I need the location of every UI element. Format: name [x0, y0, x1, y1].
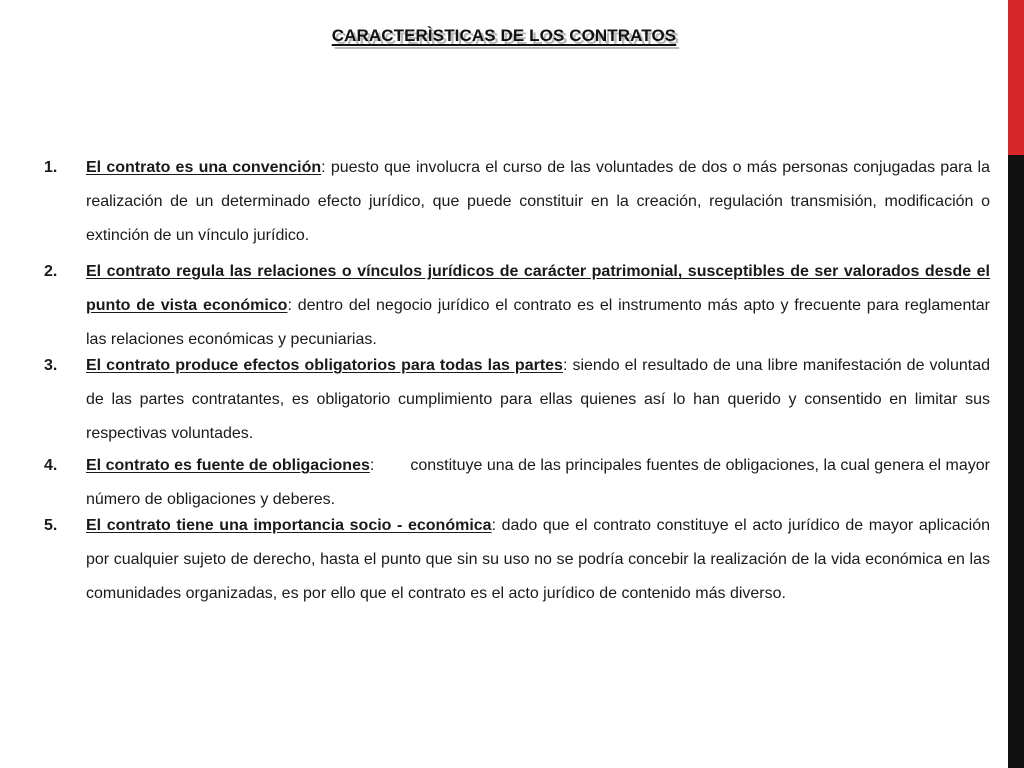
- item-number: 3.: [44, 357, 58, 374]
- item-number: 2.: [44, 263, 58, 280]
- list-item-1: [44, 151, 990, 253]
- list-item-3: [44, 349, 990, 451]
- list-item-2: [44, 255, 990, 357]
- item-lead: El contrato tiene una importancia socio - económica: [86, 517, 492, 534]
- title-container: [0, 26, 1008, 46]
- item-lead: El contrato es fuente de obligaciones: [86, 457, 370, 474]
- item-lead: El contrato regula las relaciones o vínculos jurídicos de carácter patrimonial, susceptibles de ser valorados desde el punto de vista económico: [86, 263, 990, 314]
- accent-bar-black: [1008, 155, 1024, 768]
- item-number: 1.: [44, 159, 58, 176]
- item-text: : dentro del negocio jurídico el contrato es el instrumento más apto y frecuente para reglamentar las relaciones económicas y pecuniarias.: [86, 297, 991, 348]
- item-number: 5.: [44, 517, 58, 534]
- item-lead: El contrato es una convención: [86, 159, 322, 176]
- list-item-4: [44, 449, 995, 517]
- slide-title: CARACTERÌSTICAS DE LOS CONTRATOS: [331, 26, 677, 45]
- item-text: : dado que el contrato constituye el acto jurídico de mayor aplicación por cualquier sujeto de derecho, hasta el punto que sin su uso no se podría concebir la realización de la vida económica en las comunidades organizadas, es por ello que el contrato es el acto jurídico de contenido más diverso.: [86, 517, 990, 602]
- list-item-5: [44, 509, 990, 611]
- accent-bar-red: [1008, 0, 1024, 155]
- item-text: : puesto que involucra el curso de las voluntades de dos o más personas conjugadas para la realización de un determinado efecto jurídico, que puede constituir en la creación, regulación transmisión, modificación o extinción de un vínculo jurídico.: [86, 159, 990, 244]
- characteristics-list: [44, 151, 995, 611]
- item-lead: El contrato produce efectos obligatorios para todas las partes: [86, 357, 563, 374]
- item-number: 4.: [44, 457, 58, 474]
- item-text: : siendo el resultado de una libre manifestación de voluntad de las partes contratantes, es obligatorio cumplimiento para ellas quienes así lo han querido y consentido en limitar sus respectivas voluntades.: [86, 357, 991, 442]
- item-text: : constituye una de las principales fuentes de obligaciones, la cual genera el mayor número de obligaciones y deberes.: [86, 457, 995, 508]
